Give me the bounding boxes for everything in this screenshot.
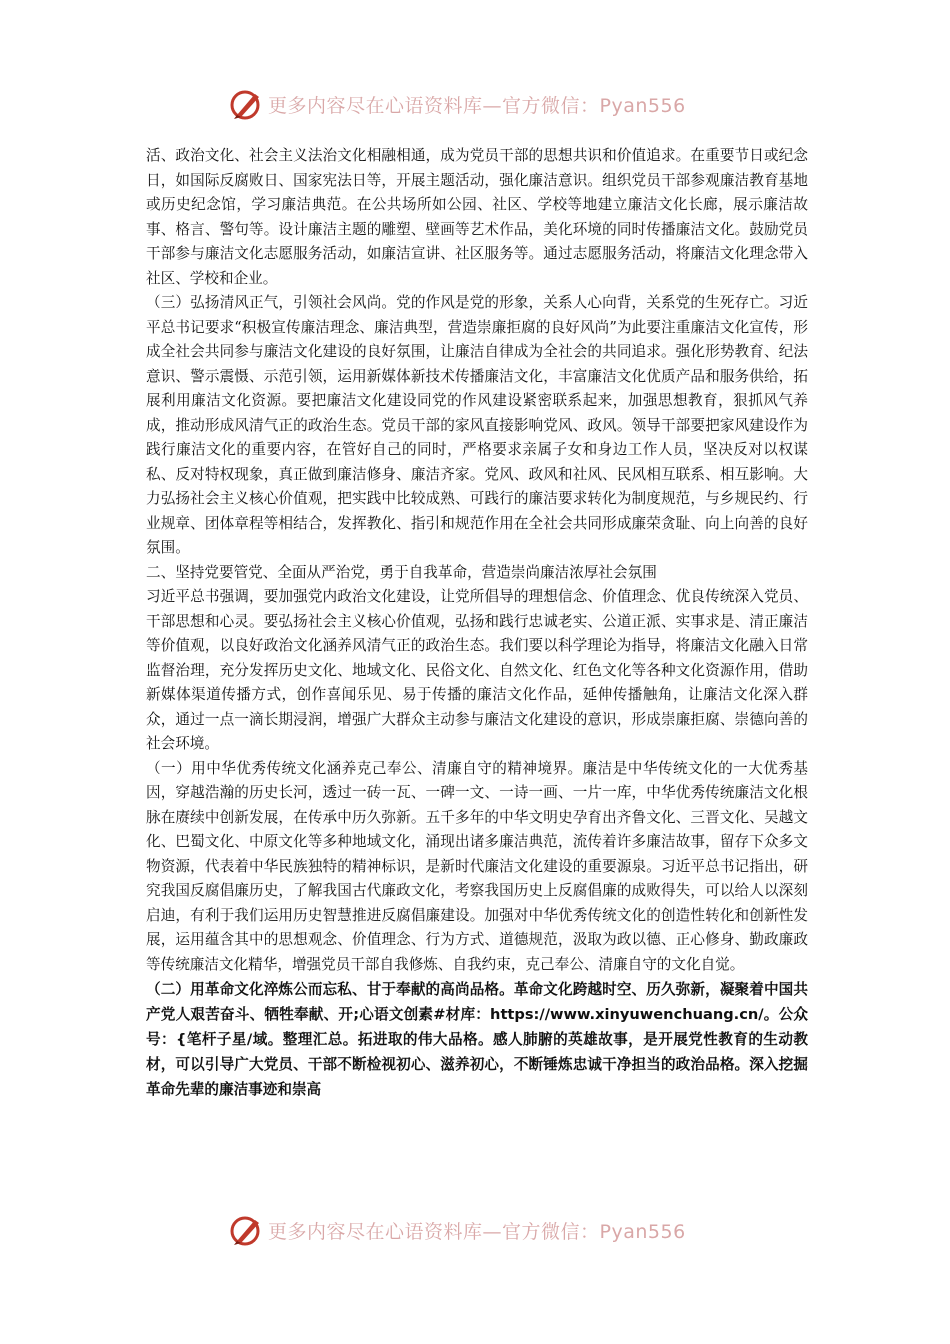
banner-title: 更多内容尽在心语资料库—官方微信： [268,1220,600,1243]
paragraph: （一）用中华优秀传统文化涵养克己奉公、清廉自守的精神境界。廉洁是中华传统文化的一大优秀基因，穿越浩瀚的历史长河，透过一砖一瓦、一碑一文、一诗一画、一片一库，中华优秀传统廉洁文化根脉在赓续中创新发展，在传承中历久弥新。五千多年的中华文明史孕育出齐鲁文化、三晋文化、吴越文化、巴蜀文化、中原文化等多种地域文化，涌现出诸多廉洁典范，流传着许多廉洁故事，留存下众多文物资源，代表着中华民族独特的精神标识，是新时代廉洁文化建设的重要源泉。习近平总书记指出，研究我国反腐倡廉历史，了解我国古代廉政文化，考察我国历史上反腐倡廉的成败得失，可以给人以深刻启迪，有利于我们运用历史智慧推进反腐倡廉建设。加强对中华优秀传统文化的创造性转化和创新性发展，运用蕴含其中的思想观念、价值理念、行为方式、道德规范，汲取为政以德、正心修身、勤政廉政等传统廉洁文化精华，增强党员干部自我修炼、自我约束，克己奉公、清廉自守的文化自觉。 [146,759,808,973]
banner-wechat-id: Pyan556 [599,94,686,117]
banner-title: 更多内容尽在心语资料库—官方微信： [268,94,600,117]
paragraph: （二）用革命文化淬炼公而忘私、甘于奉献的高尚品格。革命文化跨越时空、历久弥新，凝聚着中国共产党人艰苦奋斗、牺牲奉献、开;心语文创素#材库：https://www.xinyuwenchuang.cn/。公众号：{笔杆子星/域。整理汇总。拓进取的伟大品格。感人肺腑的英雄故事，是开展党性教育的生动教材，可以引导广大党员、干部不断检视初心、滋养初心，不断锤炼忠诚干净担当的政治品格。深入挖掘革命先辈的廉洁事迹和崇高 [146,981,808,1098]
banner-wechat-id: Pyan556 [599,1220,686,1243]
document-body [146,144,808,1102]
paragraph: （三）弘扬清风正气，引领社会风尚。党的作风是党的形象，关系人心向背，关系党的生死存亡。习近平总书记要求“积极宣传廉洁理念、廉洁典型，营造崇廉拒腐的良好风尚”为此要注重廉洁文化宣传，形成全社会共同参与廉洁文化建设的良好氛围，让廉洁自律成为全社会的共同追求。强化形势教育、纪法意识、警示震慑、示范引领，运用新媒体新技术传播廉洁文化，丰富廉洁文化优质产品和服务供给，拓展利用廉洁文化资源。要把廉洁文化建设同党的作风建设紧密联系起来，加强思想教育，狠抓风气养成，推动形成风清气正的政治生态。党员干部的家风直接影响党风、政风。领导干部要把家风建设作为践行廉洁文化的重要内容，在管好自己的同时，严格要求亲属子女和身边工作人员，坚决反对以权谋私、反对特权现象，真正做到廉洁修身、廉洁齐家。党风、政风和社风、民风相互联系、相互影响。大力弘扬社会主义核心价值观，把实践中比较成熟、可践行的廉洁要求转化为制度规范，与乡规民约、行业规章、团体章程等相结合，发挥教化、指引和规范作用在全社会共同形成廉荣贪耻、向上向善的良好氛围。 [146,294,808,556]
section-heading: 二、坚持党要管党、全面从严治党，勇于自我革命，营造崇尚廉洁浓厚社会氛围 [146,563,657,581]
paragraph: 习近平总书强调，要加强党内政治文化建设，让党所倡导的理想信念、价值理念、优良传统深入党员、干部思想和心灵。要弘扬社会主义核心价值观，弘扬和践行忠诚老实、公道正派、实事求是、清正廉洁等价值观，以良好政治文化涵养风清气正的政治生态。我们要以科学理论为指导，将廉洁文化融入日常监督治理，充分发挥历史文化、地域文化、民俗文化、自然文化、红色文化等各种文化资源作用，借助新媒体渠道传播方式，创作喜闻乐见、易于传播的廉洁文化作品，延伸传播触角，让廉洁文化深入群众，通过一点一滴长期浸润，增强广大群众主动参与廉洁文化建设的意识，形成崇廉拒腐、崇德向善的社会环境。 [146,588,808,752]
header-banner [228,86,686,122]
pen-logo-icon [228,86,264,122]
paragraph: 活、政治文化、社会主义法治文化相融相通，成为党员干部的思想共识和价值追求。在重要节日或纪念日，如国际反腐败日、国家宪法日等，开展主题活动，强化廉洁意识。组织党员干部参观廉洁教育基地或历史纪念馆，学习廉洁典范。在公共场所如公园、社区、学校等地建立廉洁文化长廊，展示廉洁故事、格言、警句等。设计廉洁主题的雕塑、壁画等艺术作品，美化环境的同时传播廉洁文化。鼓励党员干部参与廉洁文化志愿服务活动，如廉洁宣讲、社区服务等。通过志愿服务活动，将廉洁文化理念带入社区、学校和企业。 [146,147,808,287]
footer-banner [228,1212,686,1248]
pen-logo-icon [228,1212,264,1248]
